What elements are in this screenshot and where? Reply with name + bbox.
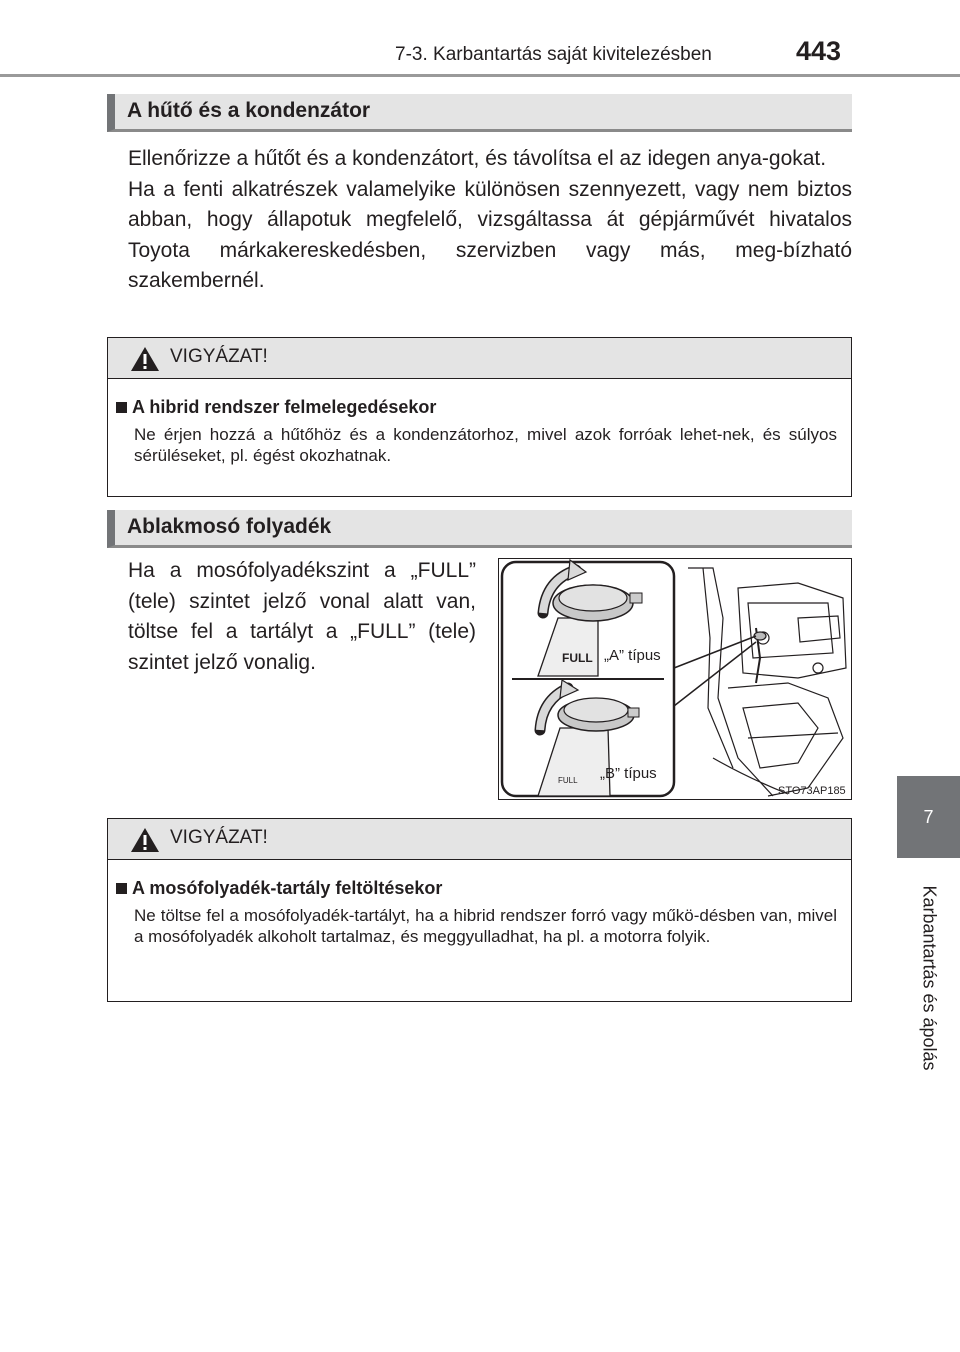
warning-body: Ne érjen hozzá a hűtőhöz és a kondenzátorhoz, mivel azok forróak lehet-nek, és súlyos sérüléseket, pl. égést okozhatnak. bbox=[134, 425, 837, 465]
warning-body: Ne töltse fel a mosófolyadék-tartályt, ha a hibrid rendszer forró vagy műkö-désben van, mivel a mosófolyadék alkoholt tartalmaz, és meggyulladhat, ha pl. a motorra folyik. bbox=[134, 906, 837, 946]
warning-triangle-icon bbox=[130, 346, 160, 377]
washer-figure bbox=[498, 558, 852, 800]
header-rule bbox=[0, 74, 960, 77]
radiator-paragraph-1: Ellenőrizze a hűtőt és a kondenzátort, és távolítsa el az idegen anya-gokat. bbox=[128, 147, 827, 170]
warning-box-hybrid bbox=[107, 337, 852, 497]
warning-label: VIGYÁZAT! bbox=[170, 346, 268, 367]
chapter-tab-number: 7 bbox=[897, 776, 960, 858]
header-section-title: 7-3. Karbantartás saját kivitelezésben bbox=[395, 44, 712, 65]
section-radiator-text bbox=[128, 144, 852, 297]
warning-title bbox=[116, 397, 851, 418]
warning-title-text: A hibrid rendszer felmelegedésekor bbox=[132, 397, 437, 417]
full-mark-a: FULL bbox=[562, 651, 593, 665]
warning-box-washer bbox=[107, 818, 852, 1002]
washer-paragraph: Ha a mosófolyadékszint a „FULL” (tele) szintet jelző vonal alatt van, töltse fel a tartályt a „FULL” (tele) szintet jelző vonalig. bbox=[128, 559, 476, 674]
section-heading-radiator: A hűtő és a kondenzátor bbox=[107, 94, 852, 132]
washer-illustration bbox=[498, 558, 852, 800]
chapter-tab-title-text: Karbantartás és ápolás bbox=[919, 885, 939, 1071]
radiator-paragraph-2: Ha a fenti alkatrészek valamelyike különösen szennyezett, vagy nem biztos abban, hogy állapotuk megfelelő, vizsgáltassa át gépjárművét hivatalos Toyota márkakereskedésben, szervizben vagy más, meg-bízható szakembernél. bbox=[128, 177, 852, 293]
square-bullet-icon bbox=[116, 402, 127, 413]
warning-header bbox=[108, 338, 851, 379]
warning-label: VIGYÁZAT! bbox=[170, 827, 268, 848]
figure-label-type-b: „B” típus bbox=[600, 765, 657, 782]
square-bullet-icon bbox=[116, 883, 127, 894]
warning-title bbox=[116, 878, 851, 899]
figure-label-type-a: „A” típus bbox=[604, 647, 661, 664]
chapter-tab-title bbox=[897, 858, 960, 1098]
full-mark-b: FULL bbox=[558, 776, 578, 785]
warning-title-text: A mosófolyadék-tartály feltöltésekor bbox=[132, 878, 443, 898]
section-heading-washer: Ablakmosó folyadék bbox=[107, 510, 852, 548]
warning-triangle-icon bbox=[130, 827, 160, 858]
warning-header bbox=[108, 819, 851, 860]
figure-code: STO73AP185 bbox=[778, 785, 846, 797]
page-number: 443 bbox=[796, 36, 842, 66]
